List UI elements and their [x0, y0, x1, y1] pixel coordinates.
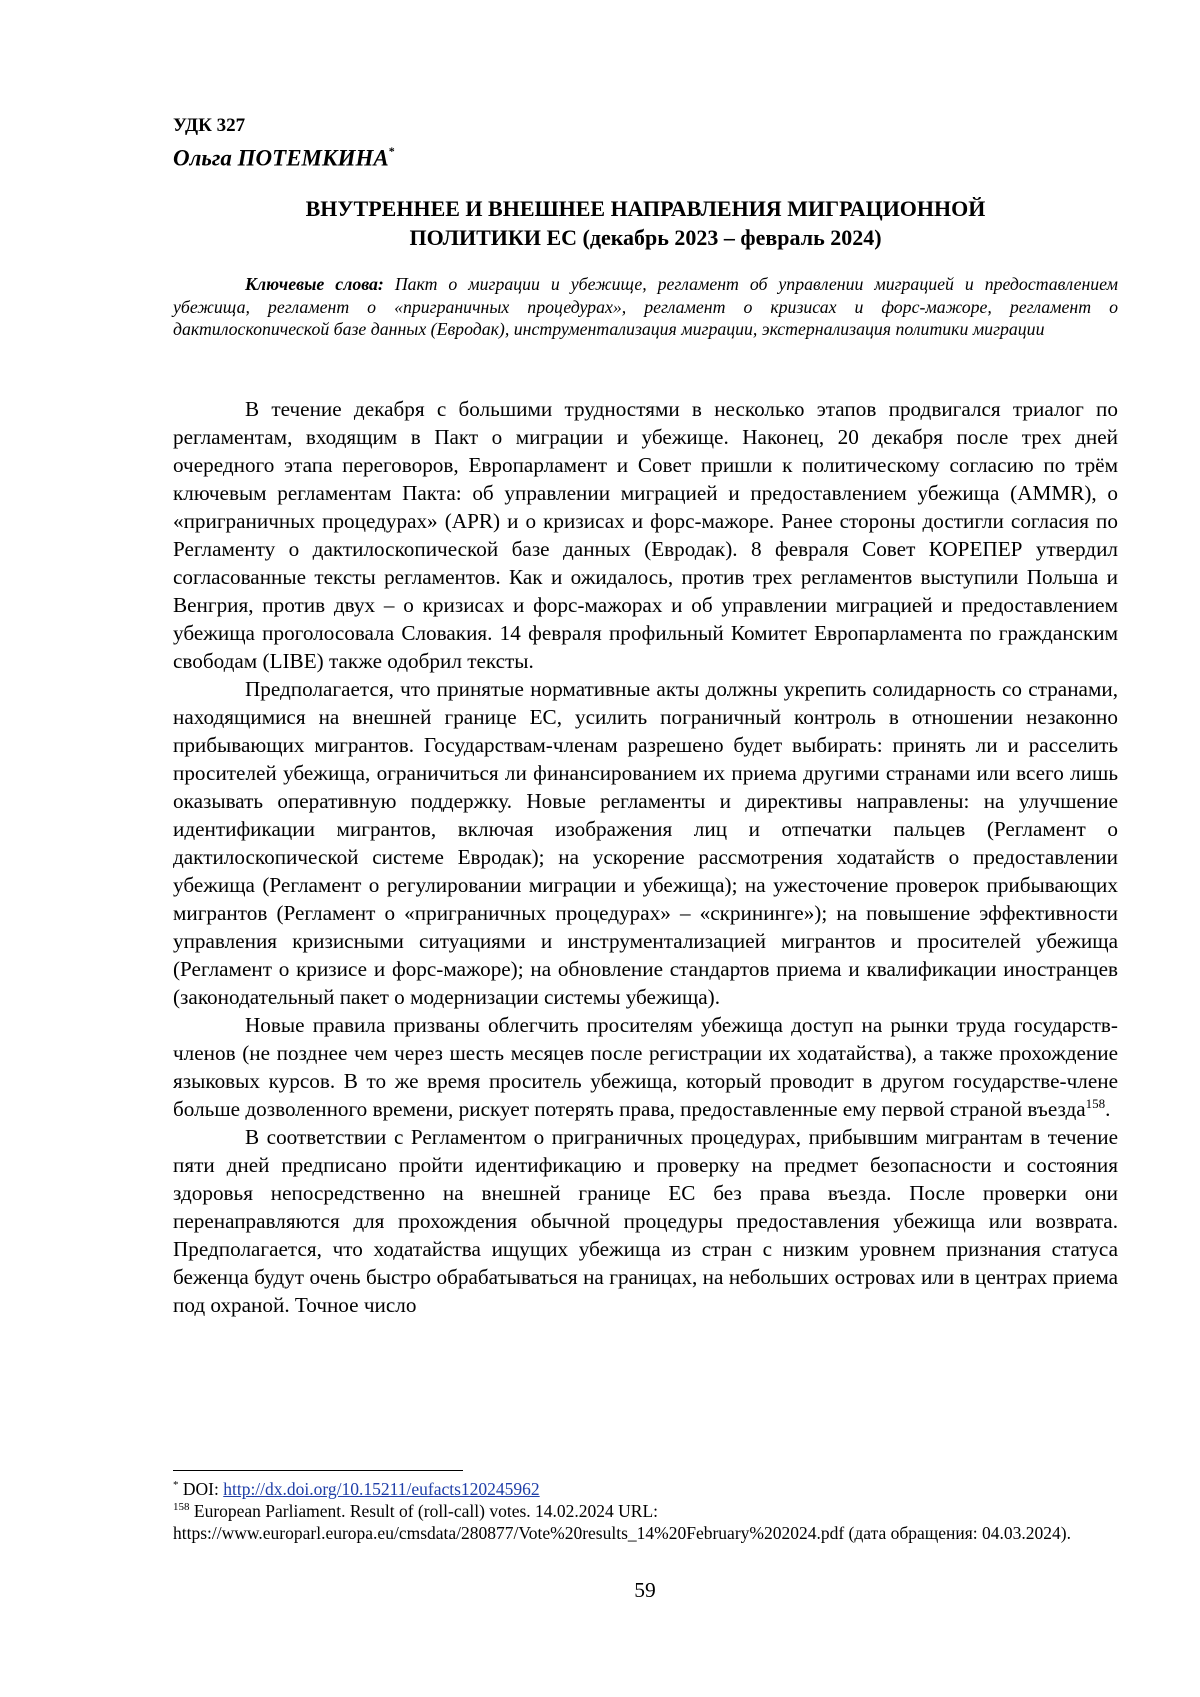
keywords-block — [173, 273, 1118, 341]
paragraph-2: Предполагается, что принятые нормативные акты должны укрепить солидарность со странами, находящимися на внешней границе ЕС, усилить пограничный контроль в отношении незаконно прибывающих мигрантов. Государствам-членам разрешено будет выбирать: принять ли и расселить просителей убежища, ограничиться ли финансированием их приема другими странами или всего лишь оказывать оперативную поддержку. Новые регламенты и директивы направлены: на улучшение идентификации мигрантов, включая изображения лиц и отпечатки пальцев (Регламент о дактилоскопической системе Евродак); на ускорение рассмотрения ходатайств о предоставлении убежища (Регламент о регулировании миграции и убежища); на ужесточение проверок прибывающих мигрантов (Регламент о «приграничных процедурах» – «скрининге»); на повышение эффективности управления кризисными ситуациями и инструментализацией мигрантов и просителей убежища (Регламент о кризисе и форс-мажоре); на обновление стандартов приема и квалификации иностранцев (законодательный пакет о модернизации системы убежища). — [173, 677, 1118, 1009]
title-line-1: ВНУТРЕННЕЕ И ВНЕШНЕЕ НАПРАВЛЕНИЯ МИГРАЦИОННОЙ — [305, 196, 986, 221]
paragraph-1: В течение декабря с большими трудностями в несколько этапов продвигался триалог по регламентам, входящим в Пакт о миграции и убежище. Наконец, 20 декабря после трех дней очередного этапа переговоров, Европарламент и Совет пришли к политическому согласию по трём ключевым регламентам Пакта: об управлении миграцией и предоставлением убежища (AMMR), о «приграничных процедурах» (APR) и о кризисах и форс-мажоре. Ранее стороны достигли согласия по Регламенту о дактилоскопической базе данных (Евродак). 8 февраля Совет КОРЕПЕР утвердил согласованные тексты регламентов. Как и ожидалось, против трех регламентов выступили Польша и Венгрия, против двух – о кризисах и форс-мажорах и об управлении миграцией и предоставлением убежища проголосовала Словакия. 14 февраля профильный Комитет Европарламента по гражданским свободам (LIBE) также одобрил тексты. — [173, 397, 1118, 673]
paragraph-3 — [173, 1011, 1118, 1123]
author-name: Ольга ПОТЕМКИНА — [173, 145, 389, 171]
keywords-label: Ключевые слова: — [245, 274, 384, 294]
author-line — [173, 139, 395, 173]
page-number: 59 — [634, 1578, 656, 1602]
paragraph-4: В соответствии с Регламентом о приграничных процедурах, прибывшим мигрантам в течение пяти дней предписано пройти идентификацию и проверку на предмет безопасности и состояния здоровья непосредственно на внешней границе ЕС без права въезда. После проверки они перенаправляются для прохождения обычной процедуры предоставления убежища или возврата. Предполагается, что ходатайства ищущих убежища из стран с низким уровнем признания статуса беженца будут очень быстро обрабатываться на границах, на небольших островах или в центрах приема под охраной. Точное число — [173, 1125, 1118, 1317]
doi-link[interactable]: http://dx.doi.org/10.15211/eufacts120245962 — [223, 1479, 540, 1499]
footnotes — [173, 1478, 1118, 1544]
footnote-doi-mark: * — [173, 1479, 179, 1492]
article-body — [173, 395, 1118, 1319]
footnote-158-mark: 158 — [173, 1501, 190, 1514]
footnote-separator — [173, 1470, 463, 1471]
footnote-158-text: European Parliament. Result of (roll-call) votes. 14.02.2024 URL: https://www.europarl.europa.eu/cmsdata/280877/Vote%20results_14%20February%202024.pdf (дата обращения: 04.03.2024). — [173, 1501, 1071, 1543]
paragraph-3-text: Новые правила призваны облегчить просителям убежища доступ на рынки труда государств-членов (не позднее чем через шесть месяцев после регистрации их ходатайства), а также прохождение языковых курсов. В то же время проситель убежища, который проводит в другом государстве-члене больше дозволенного времени, рискует потерять права, предоставленные ему первой страной въезда — [173, 1013, 1118, 1121]
footnote-158 — [173, 1500, 1118, 1544]
footnote-doi-label: DOI: — [178, 1479, 224, 1499]
article-title — [173, 194, 1118, 252]
udc-code: УДК 327 — [173, 115, 246, 136]
paragraph-3-end: . — [1105, 1097, 1111, 1121]
footnote-doi — [173, 1478, 1118, 1500]
author-footnote-mark[interactable]: * — [388, 144, 395, 158]
footnote-ref-158[interactable]: 158 — [1085, 1095, 1106, 1111]
title-line-2: ПОЛИТИКИ ЕС (декабрь 2023 – февраль 2024) — [409, 225, 882, 250]
keywords-text: Пакт о миграции и убежище, регламент об управлении миграцией и предоставлением убежища, регламент о «приграничных процедурах», регламент о кризисах и форс-мажоре, регламент о дактилоскопической базе данных (Евродак), инструментализация миграции, экстернализация политики миграции — [173, 274, 1118, 339]
